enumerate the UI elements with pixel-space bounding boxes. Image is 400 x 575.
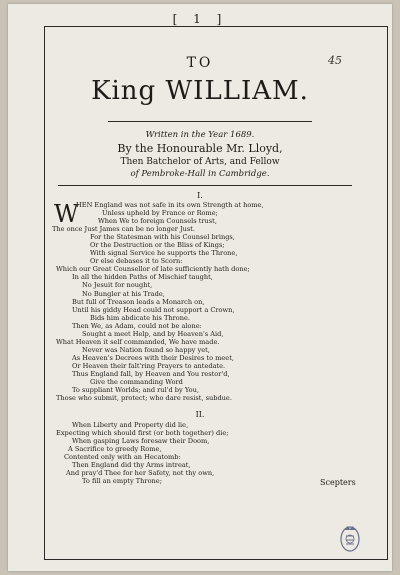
- dropcap-letter: W: [54, 200, 79, 228]
- stanza-1-numeral: I.: [197, 191, 203, 200]
- subtitle-line-2: By the Honourable Mr. Lloyd,: [117, 142, 283, 155]
- poem-line: What Heaven it self commanded, We have made.: [56, 337, 220, 346]
- poem-line: Those who submit, protect; who dare resist, subdue.: [56, 394, 232, 403]
- subtitle-line-1: Written in the Year 1689.: [145, 130, 255, 140]
- poem-line: As Heaven's Decrees with their Desires to meet,: [72, 353, 234, 362]
- subtitle-line-3: Then Batchelor of Arts, and Fellow: [120, 157, 280, 167]
- poem-line: No Jesuit for nought,: [82, 281, 153, 290]
- document-page: [8, 4, 392, 571]
- poem-line: The once Just James can be no longer Just.: [52, 225, 195, 234]
- poem-line: When Liberty and Property did lie,: [72, 421, 189, 429]
- poem-line: And pray'd Thee for her Safety, not thy own,: [66, 469, 215, 478]
- poem-line: Expecting which should first (or both together) die;: [56, 429, 229, 438]
- stanza-1: [52, 201, 372, 402]
- poem-line: But full of Treason leads a Monarch on,: [72, 297, 205, 306]
- poem-line: Then England did thy Arms intreat,: [72, 461, 191, 470]
- poem-line: Sought a meet Help, and by Heaven's Aid,: [82, 329, 224, 338]
- poem-line: No Bungler at his Trade,: [82, 289, 165, 298]
- catchword: Scepters: [320, 478, 356, 487]
- poem-line: Then We, as Adam, could not be alone:: [72, 321, 202, 330]
- title-rule: [108, 121, 312, 122]
- handwritten-annotation: 45: [328, 54, 342, 67]
- page-mark: [ 1 ]: [172, 12, 228, 26]
- poem-line: When gasping Laws foresaw their Doom,: [72, 437, 210, 446]
- poem-line: Or else debases it to Scorn:: [90, 257, 183, 266]
- stanza-2: [52, 421, 372, 485]
- poem-line: A Sacrifice to greedy Rome,: [68, 445, 162, 454]
- poem-line: Or the Destruction or the Bliss of Kings;: [90, 241, 225, 250]
- poem-line: To fill an empty Throne;: [82, 477, 162, 486]
- poem-line: For the Statesman with his Counsel brings,: [90, 233, 235, 242]
- poem-line: Never was Nation found so happy yet,: [82, 345, 210, 354]
- poem-line: Thus England fall, by Heaven and You restor'd,: [72, 369, 230, 378]
- subtitle-rule: [58, 185, 352, 186]
- stanza-2-numeral: II.: [195, 410, 205, 419]
- poem-line: In all the hidden Paths of Mischief taught,: [72, 273, 213, 282]
- crest-stamp-icon: [337, 522, 363, 554]
- poem-line: Which our Great Counsellor of late sufficiently hath done;: [56, 265, 250, 274]
- page-title: King WILLIAM.: [91, 76, 309, 106]
- poem-line: To suppliant Worlds; and rul'd by You,: [72, 386, 199, 395]
- poem-line: Unless upheld by France or Rome;: [102, 209, 218, 218]
- poem-line: Contented only with an Hecatomb:: [64, 453, 181, 462]
- poem-line: When We to foreign Counsels trust,: [98, 217, 217, 226]
- poem-line: With signal Service he supports the Throne,: [90, 249, 238, 258]
- subtitle-line-4: of Pembroke-Hall in Cambridge.: [130, 169, 270, 179]
- poem-line: Or Heaven their falt'ring Prayers to antedate.: [72, 361, 226, 370]
- to-line: TO: [186, 55, 214, 71]
- poem-line: HEN England was not safe in its own Strength at home,: [76, 201, 264, 209]
- poem-line: Give the commanding Word: [90, 378, 183, 387]
- poem-line: Bids him abdicate his Throne.: [90, 313, 190, 322]
- poem-line: Until his giddy Head could not support a Crown,: [72, 305, 235, 314]
